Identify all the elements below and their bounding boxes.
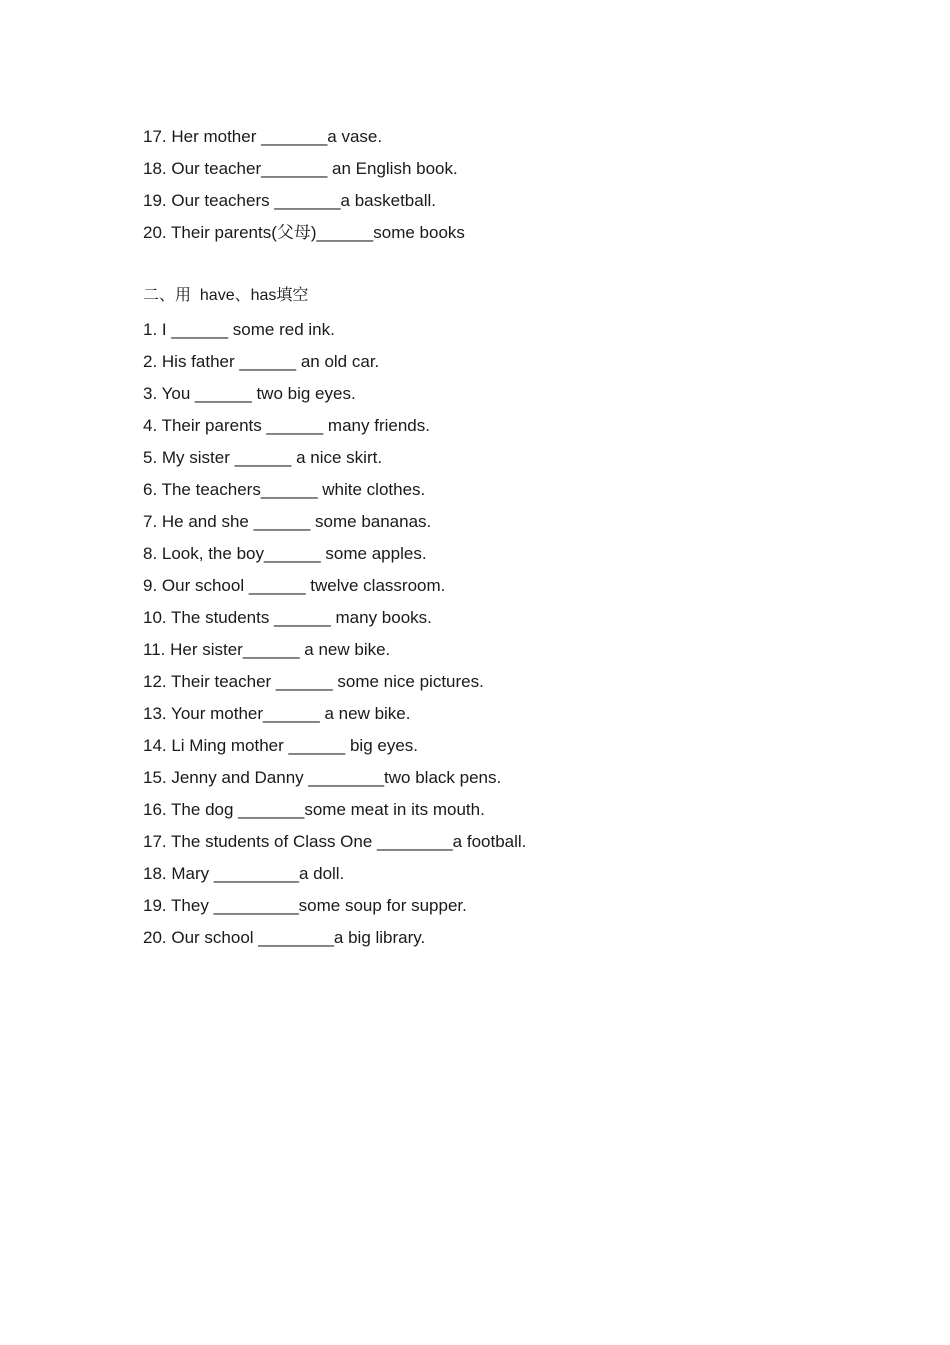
exercise-item: 11. Her sister______ a new bike. — [143, 640, 391, 659]
exercise-item: 20. Their parents(父母)______some books — [143, 223, 465, 242]
section-two — [143, 283, 843, 957]
exercise-item: 20. Our school ________a big library. — [143, 928, 426, 947]
exercise-item: 15. Jenny and Danny ________two black pens. — [143, 768, 502, 787]
exercise-item: 16. The dog _______some meat in its mouth. — [143, 800, 485, 819]
exercise-item: 7. He and she ______ some bananas. — [143, 512, 432, 531]
exercise-item: 10. The students ______ many books. — [143, 608, 432, 627]
exercise-item: 12. Their teacher ______ some nice pictures. — [143, 672, 484, 691]
exercise-item: 19. They _________some soup for supper. — [143, 896, 467, 915]
exercise-item: 14. Li Ming mother ______ big eyes. — [143, 736, 419, 755]
exercise-item: 6. The teachers______ white clothes. — [143, 480, 426, 499]
exercise-item: 9. Our school ______ twelve classroom. — [143, 576, 446, 595]
exercise-item: 8. Look, the boy______ some apples. — [143, 544, 427, 563]
part-one-exercise-list — [143, 124, 843, 252]
exercise-item: 2. His father ______ an old car. — [143, 352, 380, 371]
exercise-item: 1. I ______ some red ink. — [143, 320, 335, 339]
exercise-item: 17. The students of Class One ________a football. — [143, 832, 527, 851]
exercise-item: 18. Mary _________a doll. — [143, 864, 345, 883]
section-two-exercise-list — [143, 317, 843, 957]
exercise-item: 19. Our teachers _______a basketball. — [143, 191, 436, 210]
exercise-item: 3. You ______ two big eyes. — [143, 384, 356, 403]
exercise-item: 17. Her mother _______a vase. — [143, 127, 383, 146]
section-heading: 二、用 have、has填空 — [143, 287, 309, 304]
exercise-item: 13. Your mother______ a new bike. — [143, 704, 411, 723]
exercise-item: 5. My sister ______ a nice skirt. — [143, 448, 383, 467]
exercise-item: 18. Our teacher_______ an English book. — [143, 159, 458, 178]
exercise-item: 4. Their parents ______ many friends. — [143, 416, 430, 435]
